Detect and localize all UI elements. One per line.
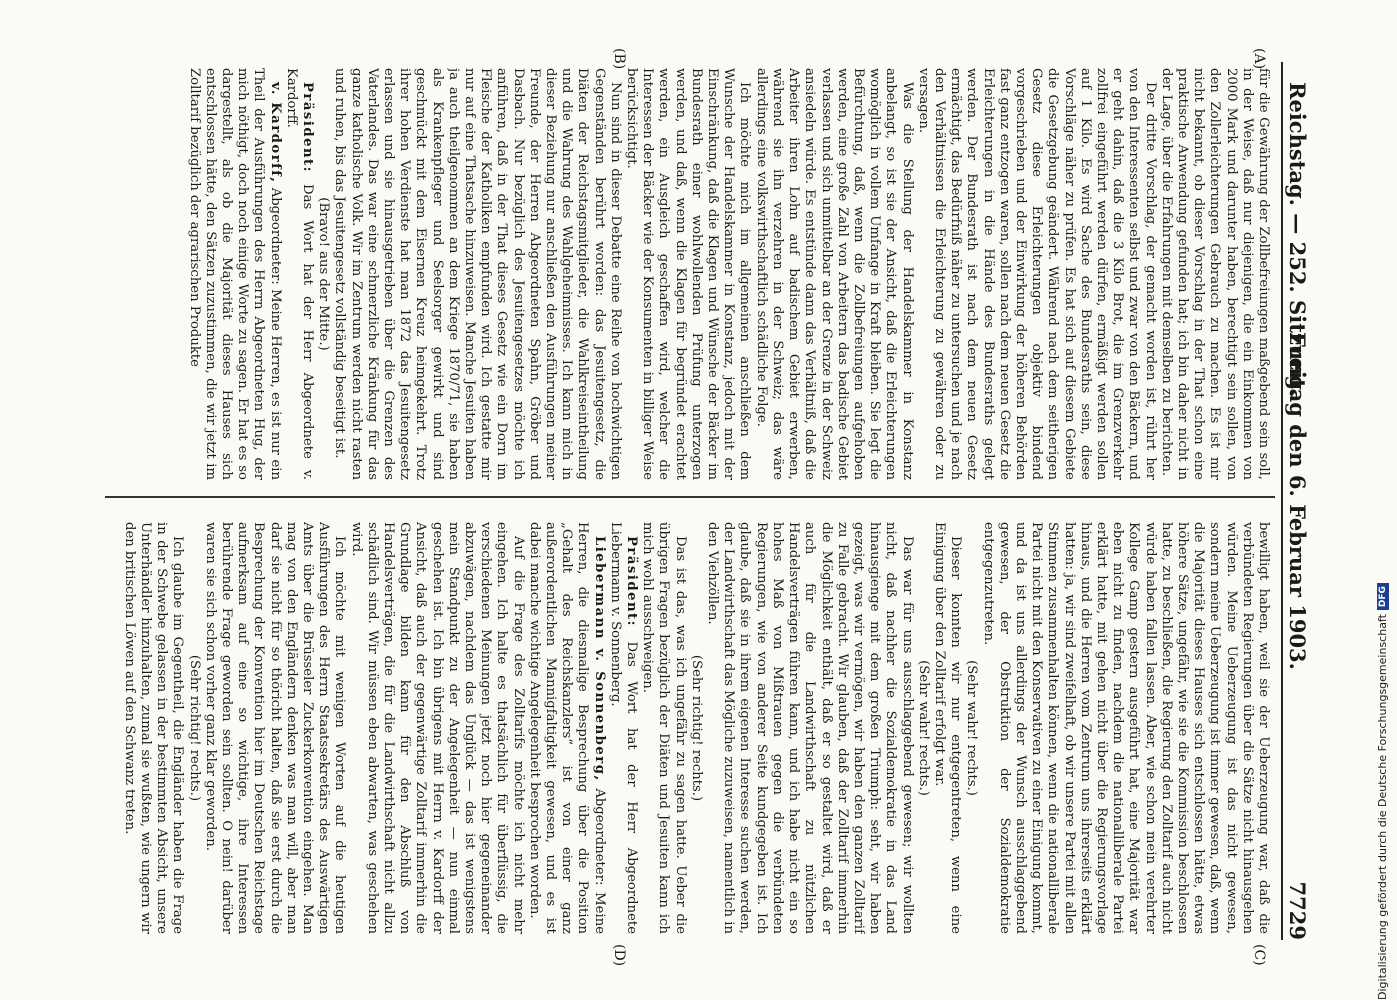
header-session: Reichstag. — 252. Sitzung. [1285, 82, 1310, 398]
left-column [101, 68, 1271, 480]
paragraph: Das war für uns ausschlaggebend gewesen; wir wollten nicht, daß nachher die Sozialdemokratie in das Land hinausgienge mit dem großen Triumph: seht, wir haben gezeigt, was wir vermögen, wir haben den ganzen Zolltarif zu Falle gebracht. Wir glauben, daß der Zolltarif immerhin die Möglichkeit enthält, daß er so gestaltet wird, daß er auch für die Landwirthschaft zu nützlichen Handelsverträgen führen kann, und ich habe nicht ein so hohes Maß von Mißtrauen gegen die verbündeten Regierungen, wie von anderer Seite kundgegeben ist. Ich glaube, daß sie in ihrem eigenen Interesse suchen werden, der Landwirthschaft das Mögliche zuzuweisen, namentlich in den Viehzöllen. [705, 522, 915, 934]
president-text: Das Wort hat der Herr Abgeordnete v. Kardorff. [283, 68, 316, 480]
applause-note: (Sehr richtig! rechts.) [186, 654, 202, 802]
president-label: Präsident: [624, 536, 640, 628]
paragraph: bewilligt haben, weil sie der Ueberzeugung war, daß die verbündeten Regierungen über die Sätze nicht hinausgehen würden. Meine Ueberzeugung ist das nicht gewesen, sondern meine Ueberzeugung ist immer gewesen, daß, wenn die Majorität dieses Hauses sich entschlossen hätte, etwas höhere Sätze, ungefähr, wie sie die Kommission beschlossen hatte, zu beschließen, die Regierung den Zolltarif auch nicht würde haben fallen lassen. Aber, wie schon mein verehrter Kollege Gamp gestern ausgeführt hat, eine Majorität war eben nicht zu finden, nachdem die nationalliberale Partei erklärt hatte, mit gehen nicht über die Regierungsvorlage hinaus, und die Herren vom Zentrum uns ihrerseits erklärt hatten: ja, wir sind zweifelhaft, ob wir unsere Partei mit allen Stimmen zusammenhalten können, wenn die nationalliberale Partei nicht mit den Konservativen zu einer Einigung kommt, und da ist uns allerdings der Wunsch ausschlaggebend gewesen, der Obstruktion der Sozialdemokratie entgegenzutreten. [980, 522, 1271, 934]
margin-marker-d: (D) [611, 944, 627, 967]
running-header [1283, 62, 1313, 940]
president-label: Präsident: [300, 82, 316, 174]
speaker-name: Liebermann v. Sonnenberg, [591, 536, 607, 782]
paragraph: Dieser konnten wir nur entgegentreten, wenn eine Einigung über den Zolltarif erfolgt war. [931, 522, 964, 934]
header-date: Freitag den 6. Februar 1903. [1285, 332, 1310, 670]
column-divider [105, 496, 1275, 498]
president-remark [283, 68, 315, 480]
margin-marker-a: (A) [1251, 48, 1267, 70]
page-number: 7729 [1285, 881, 1310, 940]
applause-note: (Sehr richtig! rechts.) [688, 654, 704, 802]
paragraph: Das ist das, was ich ungefähr zu sagen hatte. Ueber die übrigen Fragen bezüglich der Diäten und Jesuiten kann ich mich wohl ausschweigen. [640, 522, 688, 934]
president-text: Das Wort hat der Herr Abgeordnete Liebermann v. Sonnenberg. [607, 522, 640, 934]
applause-note: (Sehr wahr! rechts.) [964, 660, 980, 796]
margin-marker-b: (B) [611, 48, 627, 70]
paragraph: Ich möchte mich im allgemeinen anschließen dem Wunsche der Handelskammer in Konstanz, jedoch mit der Einschränkung, daß die Klagen und Wünsche der Bäcker im Bundesrath einer wohlwollenden Prüfung unterzogen werden, und daß, wenn die Klagen für begründet erachtet werden, ein Ausgleich geschaffen wird, welcher die Interessen der Bäcker wie der Konsumenten in billiger Weise berücksichtigt. [624, 68, 753, 480]
paragraph: Was die Stellung der Handelskammer in Konstanz anbelangt, so ist sie der Ansicht, daß die Erleichterungen womöglich in vollem Umfange in Kraft bleiben. Sie legt die Befürchtung, daß, wenn die Zollbefreiungen aufgehoben werden, eine große Zahl von Arbeitern das badische Gebiet verlassen und sich unmittelbar an der Grenze in der Schweiz ansiedeln würde. Es entstünde dann das Verhältniß, daß die Arbeiter ihren Lohn auf badischem Gebiet erwerben, während sie ihn verzehren in der Schweiz; das wäre allerdings eine volkswirthschaftlich schädliche Folge. [753, 68, 915, 480]
margin-marker-c: (C) [1251, 944, 1267, 966]
applause-note: (Bravo! aus der Mitte.) [316, 197, 332, 351]
speech-text: Abgeordneter: Meine Herren, die diesmalige Besprechung über die Position „Gehalt des Reichskanzlers“ ist von einer ganz außerordentlichen Mannigfaltigkeit gewesen, und es ist dabei manche wichtige Angelegenheit besprochen worden. [526, 522, 607, 934]
credit-text: Digitalisierung gefördert durch die Deutsche Forschungsgemeinschaft [1376, 614, 1389, 1000]
speech [526, 522, 607, 934]
president-remark [607, 522, 639, 934]
header-rule [1281, 62, 1283, 940]
right-column [101, 522, 1271, 934]
paragraph: Nun sind in dieser Debatte eine Reihe von hochwichtigen Gegenständen berührt worden: das Jesuitengesetz, die Diäten der Reichstagsmitglieder, die Wahlkreiseintheilung und die Wahrung des Wahlgeheimnisses. Ich kann mich in dieser Beziehung nur anschließen den Ausführungen meiner Freunde, der Herren Abgeordneten Spahn, Gröber und Dasbach. Nur bezüglich des Jesuitengesetzes möchte ich anführen, daß in der That dieses Gesetz wie ein Dorn im Fleische der Katholiken empfunden wird. Ich gestatte mir nur auf eine Thatsache hinzuweisen. Manche Jesuiten haben ja auch theilgenommen an dem Kriege 1870/71, sie haben als Krankenpfleger und Seelsorger gewirkt und sind geschmückt mit dem Eisernen Kreuz heimgekehrt. Trotz ihrer hohen Verdienste hat man 1872 das Jesuitengesetz erlassen und sie hinausgetrieben über die Grenzen des Vaterlandes. Das war eine schmerzliche Kränkung für das ganze katholische Volk. Wir im Zentrum werden nicht rasten und ruhen, bis das Jesuitengesetz vollständig beseitigt ist. [332, 68, 623, 480]
applause-note: (Sehr wahr! rechts.) [915, 660, 931, 796]
speaker-name: v. Kardorff, [267, 82, 283, 184]
paragraph: Der dritte Vorschlag, der gemacht worden ist, rührt her von den Interessenten selbst und zwar von den Bäckern, und er geht dahin, daß die 3 Kilo Brot, die im Grenzverkehr zollfrei eingeführt werden dürfen, ermäßigt werden sollen auf 1 Kilo. Es wird Sache des Bundesraths sein, diese Vorschläge näher zu prüfen. Es hat sich auf diesem Gebiete die Gesetzgebung geändert. Während nach dem seitherigen Gesetz diese Erleichterungen objektiv bindend vorgeschrieben und der Einwirkung der höheren Behörden fast ganz entzogen waren, sollen nach dem neuen Gesetz die Erleichterungen in die Hände des Bundesraths gelegt werden. Der Bundesrath ist nach dem neuen Gesetz ermächtigt, das Bedürfniß näher zu untersuchen und je nach den Verhältnissen die Erleichterung zu gewähren oder zu versagen. [915, 68, 1158, 480]
paragraph: für die Gewährung der Zollbefreiungen maßgebend sein soll, in der Weise, daß nur diejenigen, die ein Einkommen von 2000 Mark und darunter haben, berechtigt sein sollen, von den Zollerleichterungen Gebrauch zu machen. Es ist mir nicht bekannt, ob dieser Vorschlag in der That schon eine praktische Anwendung gefunden hat; ich bin daher nicht in der Lage, über die Erfahrungen mit demselben zu berichten. [1158, 68, 1271, 480]
speech-text: Abgeordneter: Meine Herren, es ist nur ein Theil der Ausführungen des Herrn Abgeordneten Hug, der mich nöthigt, doch noch einige Worte zu sagen. Er hat es so dargestellt, als ob die Majorität dieses Hauses sich entschlossen hätte, den Sätzen zuzustimmen, die wir jetzt im Zolltarif bezüglich der agrarischen Produkte [186, 68, 283, 480]
speech [185, 68, 282, 480]
digitization-credit [1376, 583, 1389, 1000]
paragraph: Ich glaube im Gegentheil, die Engländer haben die Frage in der Schwebe gelassen in der bestimmten Absicht, unsere Unterhändler hinzuhalten, zumal sie wußten, wie ungern wir den britischen Löwen auf den Schwanz treten. [121, 522, 186, 934]
paragraph: Ich möchte mit wenigen Worten auf die heutigen Ausführungen des Herrn Staatssekretärs des Auswärtigen Amts über die Brüsseler Zuckerkonvention eingehen. Man mag von den Engländern denken was man will, aber man darf sie nicht für so thöricht halten, daß sie erst durch die Besprechung der Konvention hier im Deutschen Reichstage aufmerksam auf eine so wichtige, ihre Interessen berührende Frage geworden sein sollten. O nein! darüber waren sie sich schon vorher ganz klar geworden. [202, 522, 348, 934]
paragraph: Auf die Frage des Zolltarifs möchte ich nicht mehr eingehen. Ich halte es thatsächlich für überflüssig, die verschiedenen Meinungen jetzt noch hier gegeneinander abzuwägen, nachdem das Unglück — das ist wenigstens mein Standpunkt zu der Angelegenheit — nun einmal geschehen ist. Ich bin übrigens mit Herrn v. Kardorff der Ansicht, daß auch der gegenwärtige Zolltarif immerhin die Grundlage bilden kann für den Abschluß von Handelsverträgen, die für die Landwirthschaft nicht allzu schädlich sind. Wir müssen eben abwarten, was geschehen wird. [348, 522, 526, 934]
dfg-logo: DFG [1377, 583, 1389, 610]
